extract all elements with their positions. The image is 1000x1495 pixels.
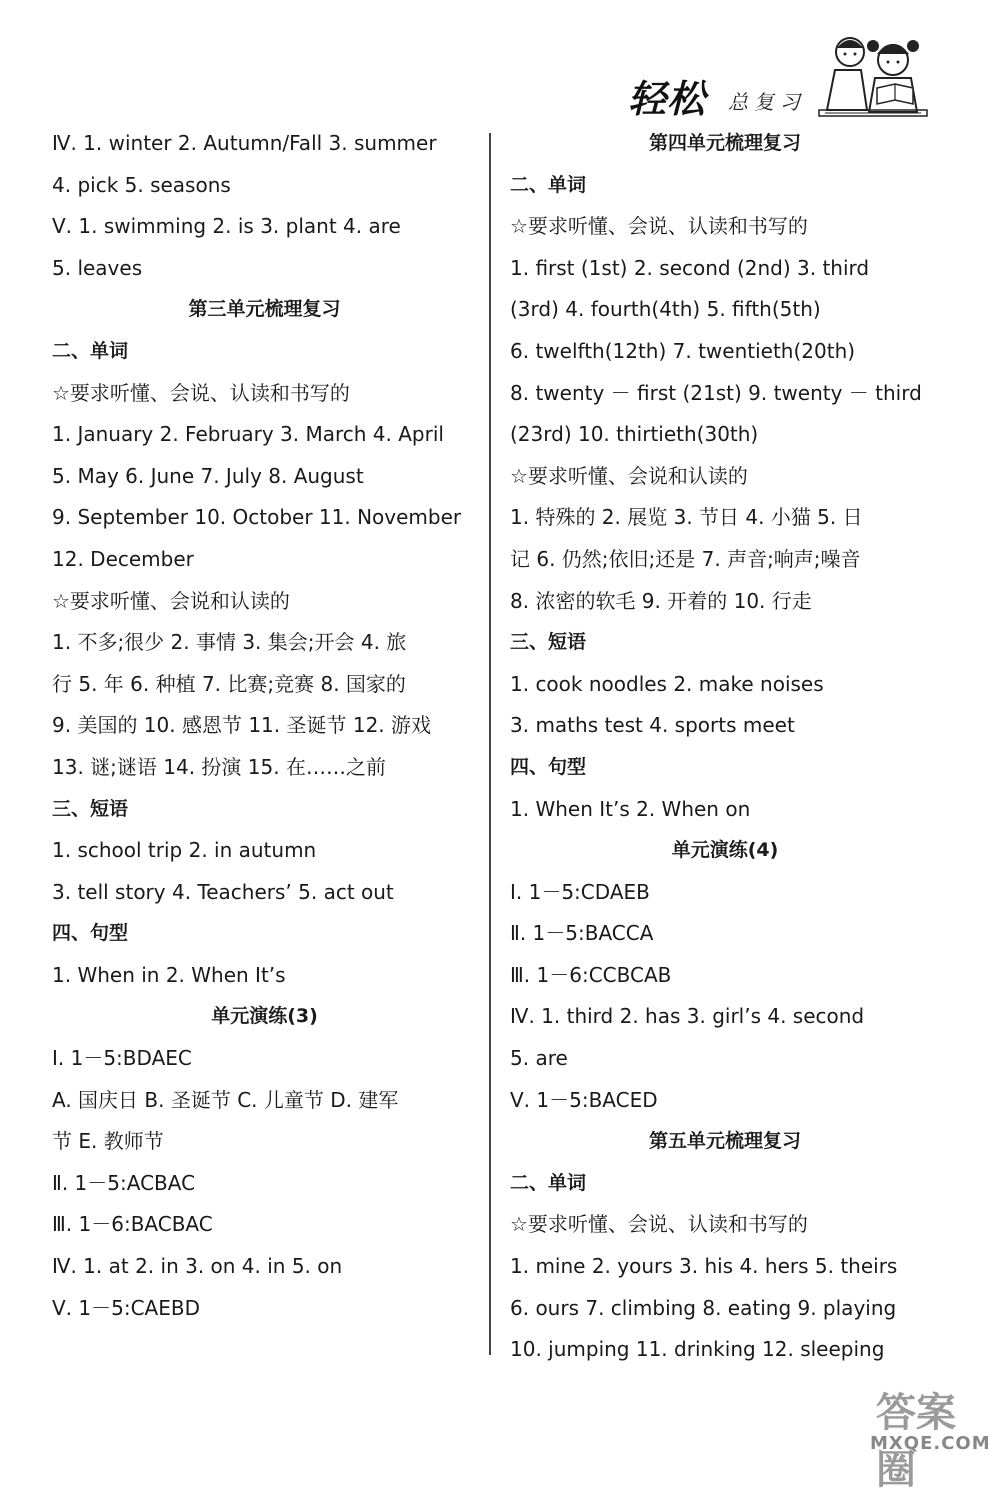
requirement-line: ☆要求听懂、会说、认读和书写的 [510,214,808,239]
requirement-line: ☆要求听懂、会说、认读和书写的 [510,1212,808,1237]
subsection-heading: 四、句型 [510,755,587,778]
subsection-heading: 四、句型 [52,922,129,945]
answer-line: 1. mine 2. yours 3. his 4. hers 5. theirs [510,1254,898,1279]
answer-line: 8. twenty － first (21st) 9. twenty － third [510,380,922,405]
watermark-url: MXQE.COM [870,1433,991,1454]
answer-line: 12. December [52,546,194,571]
requirement-line: ☆要求听懂、会说和认读的 [52,588,290,613]
answer-line: Ⅱ. 1－5:ACBAC [52,1170,196,1195]
answer-line: Ⅴ. 1－5:CAEBD [52,1295,200,1320]
answer-line: 13. 谜;谜语 14. 扮演 15. 在……之前 [52,754,386,779]
section-title: 第五单元梳理复习 [648,1130,801,1153]
answer-line: 9. September 10. October 11. November [52,505,462,530]
subsection-heading: 二、单词 [510,1171,587,1194]
watermark-logo: 答案圈 [876,1389,956,1493]
requirement-line: ☆要求听懂、会说、认读和书写的 [52,380,350,405]
answer-line: Ⅰ. 1－5:BDAEC [52,1046,192,1071]
answer-line: 5. are [510,1046,568,1071]
answer-line: 1. When in 2. When It’s [52,962,286,987]
subsection-heading: 二、单词 [510,173,587,196]
answer-line: A. 国庆日 B. 圣诞节 C. 儿童节 D. 建军 [52,1087,399,1112]
requirement-line: ☆要求听懂、会说和认读的 [510,463,748,488]
answer-line: 6. twelfth(12th) 7. twentieth(20th) [510,338,856,363]
answer-line: 1. 不多;很少 2. 事情 3. 集会;开会 4. 旅 [52,630,407,655]
answer-line: Ⅳ. 1. at 2. in 3. on 4. in 5. on [52,1254,343,1279]
answer-line: 1. school trip 2. in autumn [52,838,317,863]
column-divider [489,133,491,1355]
answer-line: 记 6. 仍然;依旧;还是 7. 声音;响声;噪音 [510,546,861,571]
section-title: 第四单元梳理复习 [648,132,801,154]
logo-subtitle: 总复习 [728,90,806,114]
answer-line: Ⅳ. 1. winter 2. Autumn/Fall 3. summer [52,131,437,155]
answer-line: 5. May 6. June 7. July 8. August [52,463,364,488]
watermark [870,1375,995,1493]
answer-line: 行 5. 年 6. 种植 7. 比赛;竞赛 8. 国家的 [52,671,406,696]
reading-children-illustration-icon [815,30,930,120]
answer-line: 5. leaves [52,255,143,280]
answer-line: (3rd) 4. fourth(4th) 5. fifth(5th) [510,297,821,322]
section-title: 单元演练(3) [211,1005,318,1028]
answer-line: Ⅰ. 1－5:CDAEB [510,879,650,904]
answer-line: 9. 美国的 10. 感恩节 11. 圣诞节 12. 游戏 [52,713,432,738]
answer-line: 1. first (1st) 2. second (2nd) 3. third [510,255,870,280]
left-column [52,123,477,1329]
right-column [510,123,940,1371]
answer-line: 6. ours 7. climbing 8. eating 9. playing [510,1295,897,1320]
subsection-heading: 二、单词 [52,339,129,362]
answer-line: 节 E. 教师节 [52,1129,164,1154]
answer-line: 8. 浓密的软毛 9. 开着的 10. 行走 [510,588,812,613]
answer-line: Ⅲ. 1－6:BACBAC [52,1212,213,1237]
answer-line: 3. maths test 4. sports meet [510,713,795,738]
answer-line: (23rd) 10. thirtieth(30th) [510,422,759,447]
answer-line: Ⅲ. 1－6:CCBCAB [510,962,672,987]
subsection-heading: 三、短语 [510,631,587,654]
section-title: 第三单元梳理复习 [188,298,341,321]
answer-line: 3. tell story 4. Teachers’ 5. act out [52,879,394,904]
answer-line: 4. pick 5. seasons [52,172,231,197]
answer-line: Ⅳ. 1. third 2. has 3. girl’s 4. second [510,1004,865,1029]
answer-line: 10. jumping 11. drinking 12. sleeping [510,1337,885,1362]
subsection-heading: 三、短语 [52,797,129,820]
answer-line: Ⅱ. 1－5:BACCA [510,921,654,946]
answer-line: 1. When It’s 2. When on [510,796,751,821]
answer-line: Ⅴ. 1－5:BACED [510,1087,658,1112]
answer-line: 1. 特殊的 2. 展览 3. 节日 4. 小猫 5. 日 [510,505,863,530]
answer-line: 1. cook noodles 2. make noises [510,671,824,696]
header-logo [610,30,930,120]
answer-line: 1. January 2. February 3. March 4. April [52,422,444,447]
logo-title: 轻松 [628,76,707,121]
section-title: 单元演练(4) [671,839,779,862]
answer-line: Ⅴ. 1. swimming 2. is 3. plant 4. are [52,214,401,239]
